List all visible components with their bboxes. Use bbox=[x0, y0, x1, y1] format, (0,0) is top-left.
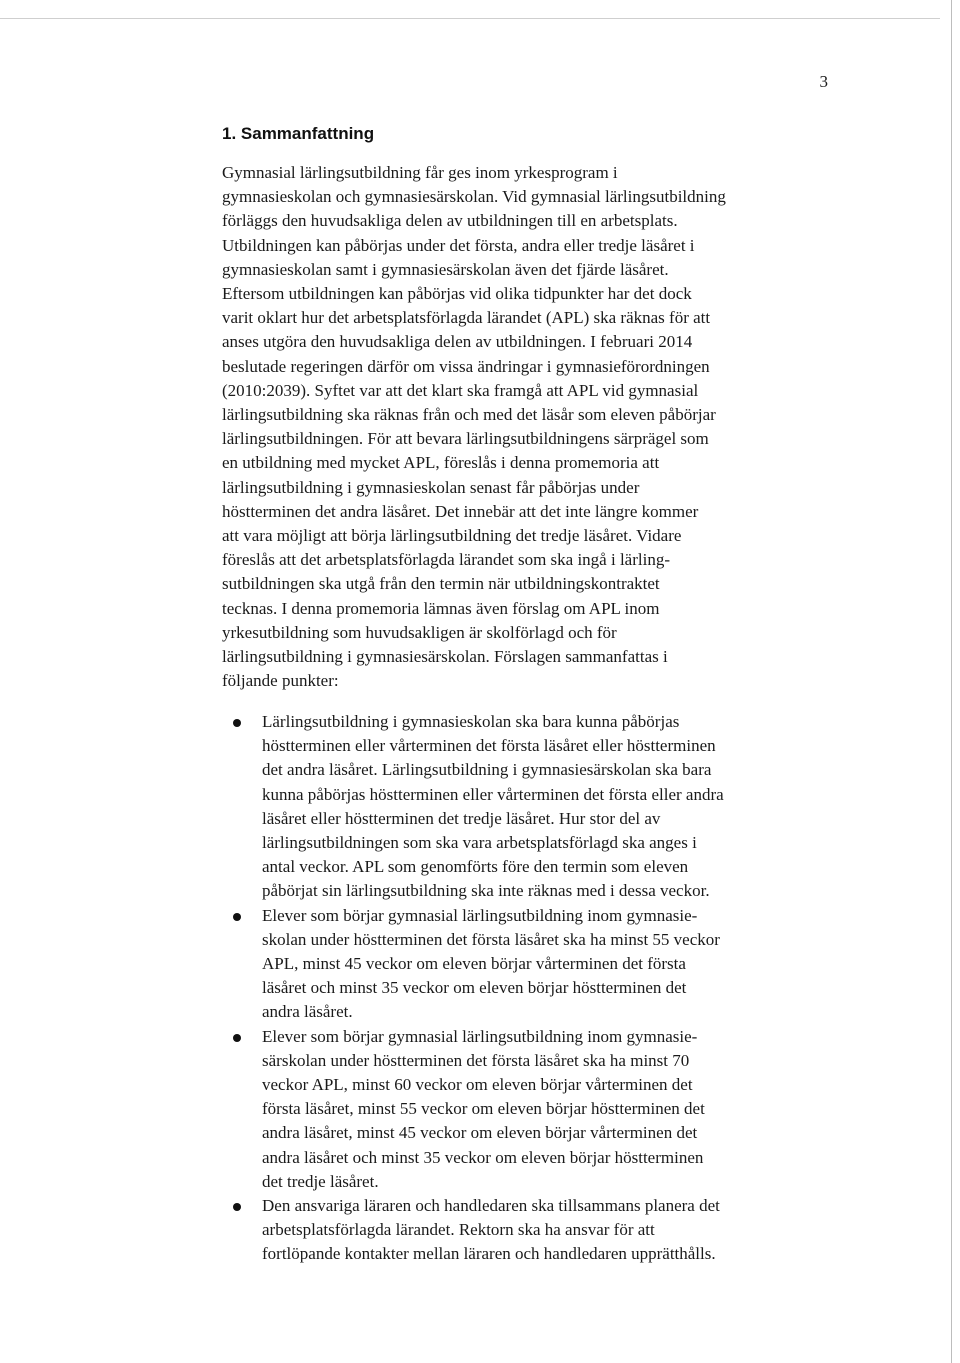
summary-paragraph bbox=[222, 161, 822, 693]
bullet-line: Elever som börjar gymnasial lärlingsutbildning inom gymnasie- bbox=[262, 1026, 698, 1046]
section-heading: 1. Sammanfattning bbox=[222, 124, 375, 143]
bullet-item bbox=[222, 904, 822, 1025]
summary-line: höstterminen det andra läsåret. Det innebär att det inte längre kommer bbox=[222, 501, 699, 521]
bullet-line: arbetsplatsförlagda lärandet. Rektorn ska ha ansvar för att bbox=[262, 1220, 655, 1240]
summary-line: följande punkter: bbox=[222, 671, 339, 691]
bullet-line: andra läsåret och minst 35 veckor om eleven börjar höstterminen bbox=[262, 1147, 704, 1167]
summary-line: Utbildningen kan påbörjas under det första, andra eller tredje läsåret i bbox=[222, 235, 695, 255]
summary-line: en utbildning med mycket APL, föreslås i denna promemoria att bbox=[222, 453, 660, 473]
summary-line: lärlingsutbildning i gymnasieskolan senast får påbörjas under bbox=[222, 477, 640, 497]
bullet-line: skolan under höstterminen det första läsåret ska ha minst 55 veckor bbox=[262, 929, 720, 949]
bullet-dot-icon bbox=[233, 1034, 241, 1042]
bullet-line: andra läsåret. bbox=[262, 1002, 353, 1022]
summary-line: förläggs den huvudsakliga delen av utbildningen till en arbetsplats. bbox=[222, 211, 678, 231]
bullet-item bbox=[222, 1025, 822, 1194]
bullet-line: andra läsåret, minst 45 veckor om eleven börjar vårterminen det bbox=[262, 1123, 698, 1143]
summary-line: Eftersom utbildningen kan påbörjas vid olika tidpunkter har det dock bbox=[222, 284, 692, 304]
summary-line: gymnasieskolan samt i gymnasiesärskolan även det fjärde läsåret. bbox=[222, 259, 669, 279]
summary-line: (2010:2039). Syftet var att det klart ska framgå att APL vid gymnasial bbox=[222, 380, 699, 400]
summary-line: gymnasieskolan och gymnasiesärskolan. Vid gymnasial lärlingsutbildning bbox=[222, 187, 726, 207]
bullet-item bbox=[222, 1194, 822, 1267]
summary-line: sutbildningen ska utgå från den termin när utbildningskontraktet bbox=[222, 574, 660, 594]
summary-line: Gymnasial lärlingsutbildning får ges inom yrkesprogram i bbox=[222, 163, 618, 182]
summary-line: yrkesutbildning som huvudsakligen är skolförlagd och för bbox=[222, 622, 617, 642]
bullet-line: veckor APL, minst 60 veckor om eleven börjar vårterminen det bbox=[262, 1075, 693, 1095]
bullet-item bbox=[222, 710, 822, 904]
page-number: 3 bbox=[819, 72, 828, 91]
bullet-line: det andra läsåret. Lärlingsutbildning i gymnasiesärskolan ska bara bbox=[262, 760, 712, 780]
bullet-line: första läsåret, minst 55 veckor om eleven börjar höstterminen det bbox=[262, 1099, 705, 1119]
summary-line: lärlingsutbildningen. För att bevara lärlingsutbildningens särprägel som bbox=[222, 429, 709, 449]
bullet-line: Lärlingsutbildning i gymnasieskolan ska bara kunna påbörjas bbox=[262, 712, 680, 731]
bullet-dot-icon bbox=[233, 719, 241, 727]
summary-line: tecknas. I denna promemoria lämnas även förslag om APL inom bbox=[222, 598, 660, 618]
summary-line: varit oklart hur det arbetsplatsförlagda lärandet (APL) ska räknas för att bbox=[222, 308, 711, 328]
summary-line: anses utgöra den huvudsakliga delen av utbildningen. I februari 2014 bbox=[222, 332, 693, 352]
bullet-line: särskolan under höstterminen det första läsåret ska ha minst 70 bbox=[262, 1050, 690, 1070]
summary-line: föreslås att det arbetsplatsförlagda lärandet som ska ingå i lärling- bbox=[222, 550, 670, 570]
bullet-line: kunna påbörjas höstterminen eller vårterminen det första eller andra bbox=[262, 784, 724, 804]
bullet-line: höstterminen eller vårterminen det första läsåret eller höstterminen bbox=[262, 736, 716, 756]
bullet-line: läsåret eller höstterminen det tredje läsåret. Hur stor del av bbox=[262, 808, 661, 828]
bullet-line: Den ansvariga läraren och handledaren ska tillsammans planera det bbox=[262, 1196, 720, 1216]
bullet-line: fortlöpande kontakter mellan läraren och handledaren upprätthålls. bbox=[262, 1244, 716, 1264]
bullet-line: det tredje läsåret. bbox=[262, 1171, 379, 1191]
summary-bullet-list bbox=[222, 710, 822, 1267]
bullet-line: Elever som börjar gymnasial lärlingsutbildning inom gymnasie- bbox=[262, 905, 698, 925]
bullet-line: påbörjat sin lärlingsutbildning ska inte räknas med i dessa veckor. bbox=[262, 881, 710, 901]
scan-edge-top bbox=[0, 18, 940, 19]
bullet-dot-icon bbox=[233, 1203, 241, 1211]
scan-edge-right bbox=[951, 0, 952, 1363]
bullet-line: lärlingsutbildningen som ska vara arbetsplatsförlagd ska anges i bbox=[262, 833, 697, 853]
bullet-line: APL, minst 45 veckor om eleven börjar vårterminen det första bbox=[262, 954, 686, 974]
bullet-line: antal veckor. APL som genomförts före den termin som eleven bbox=[262, 857, 689, 877]
bullet-dot-icon bbox=[233, 913, 241, 921]
bullet-line: läsåret och minst 35 veckor om eleven börjar höstterminen det bbox=[262, 978, 687, 998]
summary-line: lärlingsutbildning i gymnasiesärskolan. Förslagen sammanfattas i bbox=[222, 647, 668, 667]
summary-line: att vara möjligt att börja lärlingsutbildning det tredje läsåret. Vidare bbox=[222, 526, 682, 546]
summary-line: lärlingsutbildning ska räknas från och med det läsår som eleven påbörjar bbox=[222, 405, 716, 425]
summary-line: beslutade regeringen därför om vissa ändringar i gymnasieförordningen bbox=[222, 356, 710, 376]
